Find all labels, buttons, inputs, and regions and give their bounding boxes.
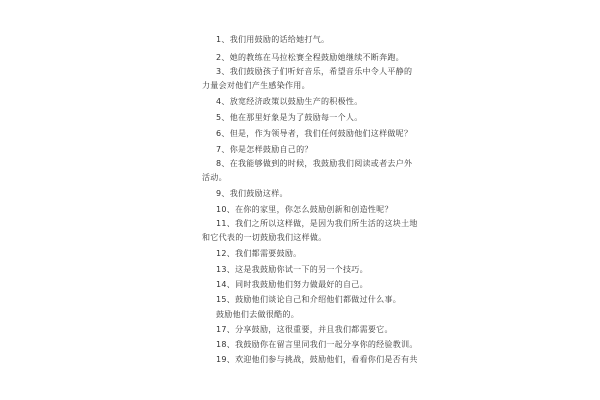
sentence-line: 6、但是，作为领导者，我们任何鼓励他们这样做呢？: [216, 129, 413, 138]
sentence-line: 2、她的教练在马拉松赛全程鼓励她继续不断奔跑。: [216, 53, 404, 62]
sentence-line-continuation: 力量会对他们产生感染作用。: [202, 81, 310, 90]
sentence-line-continuation: 和它代表的一切鼓励我们这样做。: [202, 233, 327, 242]
sentence-line: 5、他在那里好象是为了鼓励每一个人。: [216, 113, 363, 122]
sentence-line: 鼓励他们去做很酷的。: [216, 310, 299, 319]
sentence-line: 12、我们都需要鼓励。: [216, 249, 302, 258]
sentence-line: 11、我们之所以这样做，是因为我们所生活的这块土地: [216, 219, 418, 228]
sentence-line: 1、我们用鼓励的话给她打气。: [216, 35, 330, 44]
sentence-line: 15、鼓励他们谈论自己和介绍他们都做过什么事。: [216, 295, 402, 304]
sentence-line: 17、分享鼓励，这很重要，并且我们都需要它。: [216, 325, 393, 334]
sentence-line: 18、我鼓励你在留言里同我们一起分享你的经验教训。: [216, 340, 418, 349]
sentence-line: 9、我们鼓励这样。: [216, 189, 288, 198]
sentence-line: 8、在我能够做到的时候，我鼓励我们阅读或者去户外: [216, 159, 413, 168]
sentence-line: 13、这是我鼓励你试一下的另一个技巧。: [216, 265, 368, 274]
sentence-line: 10、在你的家里，你怎么鼓励创新和创造性呢？: [216, 205, 393, 214]
sentence-line: 14、同时我鼓励他们努力做最好的自己。: [216, 280, 368, 289]
sentence-line-continuation: 活动。: [202, 173, 227, 182]
sentence-line: 3、我们鼓励孩子们听好音乐，希望音乐中令人平静的: [216, 67, 413, 76]
sentence-line: 4、放宽经济政策以鼓励生产的积极性。: [216, 97, 363, 106]
sentence-line: 7、你是怎样鼓励自己的？: [216, 145, 313, 154]
sentence-line: 19、欢迎他们参与挑战，鼓励他们，看看你们是否有共: [216, 355, 418, 364]
